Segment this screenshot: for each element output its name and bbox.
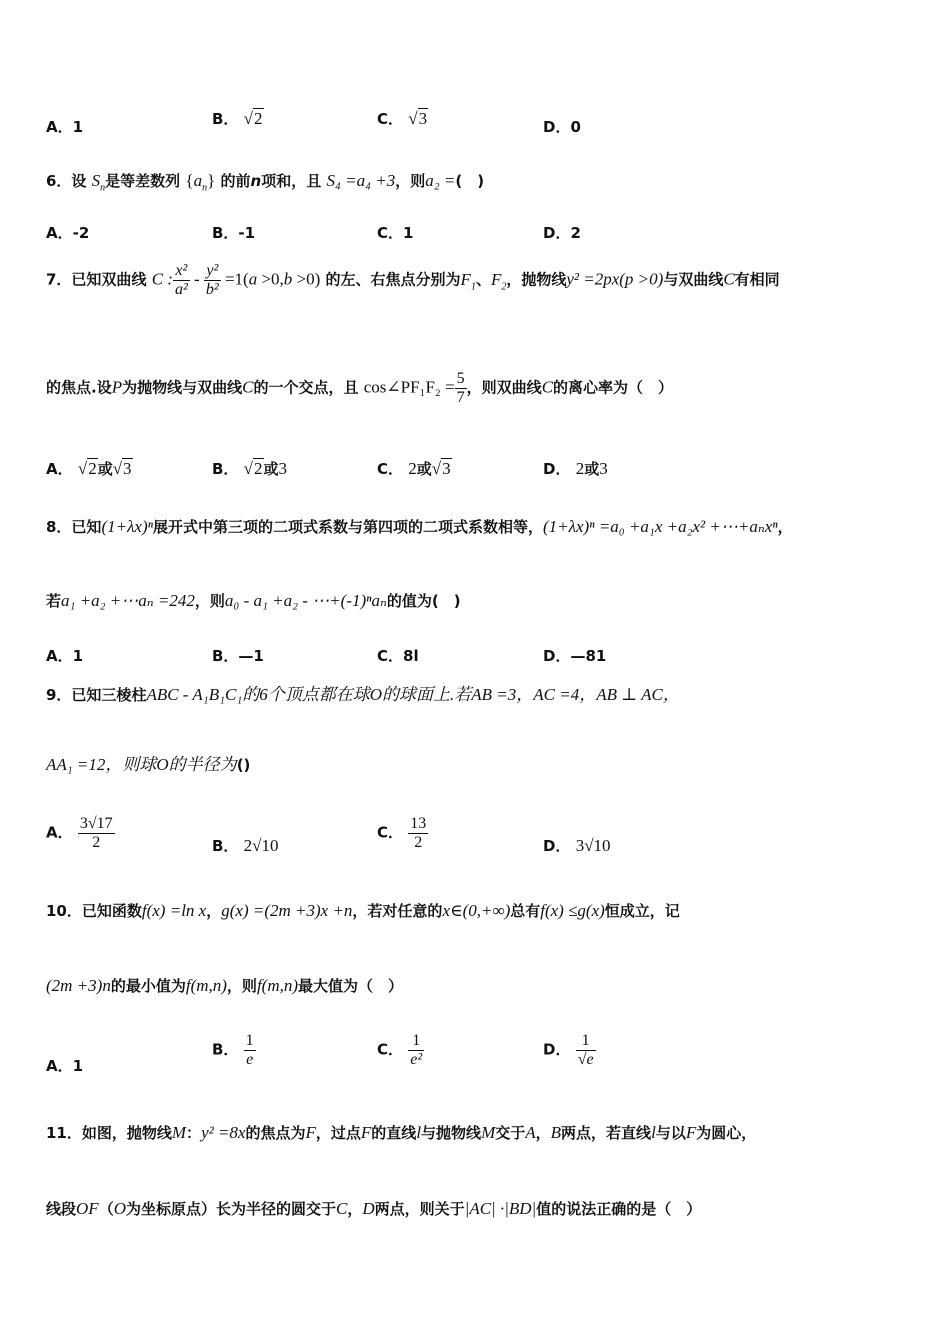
q6-text-2: 的前 (220, 172, 251, 190)
q7-text-5: 有相同 (734, 270, 780, 289)
q10-f: f(x) =ln x (141, 901, 207, 920)
q7-text-2: 、 (475, 270, 491, 289)
q6-sn-letter: S (91, 171, 101, 190)
q7-c: C (723, 269, 735, 289)
q9-option-b: B． 2√10 (212, 836, 279, 855)
q7-option-d: D． 2或3 (543, 459, 608, 478)
q9-paren: () (236, 756, 251, 774)
q6-a2: a₂ = (425, 171, 456, 190)
q6-number: 6．设 (46, 172, 87, 190)
q6-sn-sub: n (100, 182, 106, 194)
q7-option-b: B． √2或3 (212, 459, 288, 478)
q9-option-d: D． 3√10 (543, 836, 611, 855)
q7-parabola: y² =2px(p >0) (566, 269, 664, 289)
q8-stem-line-1 (46, 516, 793, 537)
q7-frac-x: $\frac{\text{x²}}{\text{a²}}$ (174, 262, 188, 298)
q6-n: n (250, 172, 262, 190)
q7-c-3: C (541, 377, 554, 397)
q6-condition: S₄ =a₄ +3 (326, 171, 396, 190)
q7-f1: $F_1$ (460, 269, 476, 292)
q5-option-b-value: √2 (243, 109, 263, 128)
q8-text-5: 的值为( ) (386, 592, 461, 610)
q8-text-2: ， (777, 518, 793, 536)
q8-option-d: D．—81 (543, 647, 607, 665)
q10-stem-line-1: 10．已知函数f(x) =ln x，g(x) =(2m +3)x +n，若对任意的x∈(0,+∞)总有f(x) ≤g(x)恒成立，记 (46, 901, 680, 920)
q7-text-10: 的离心率为（ ） (553, 378, 674, 397)
q7-option-c: C． 2或√3 (377, 459, 451, 478)
q7-text-3: ，抛物线 (506, 270, 567, 289)
q7-stem-line-2 (46, 370, 673, 406)
q7-curve-name: C : (151, 269, 173, 289)
q7-text-9: ，则双曲线 (466, 378, 542, 397)
q11-stem-line-1: 11．如图，抛物线M：y² =8x的焦点为F，过点F的直线l与抛物线M交于A，B两点，若直线l与以F为圆心， (46, 1123, 757, 1142)
q10-fmn-2: f(m,n) (256, 976, 299, 995)
q9-body-2: AA₁ =12，则球O的半径为 (46, 755, 237, 774)
q9-number: 9．已知三棱柱 (46, 686, 147, 704)
q10-stem-line-2 (46, 975, 403, 996)
q10-fmn: f(m,n) (185, 976, 227, 995)
q7-stem-line-1: 7．已知双曲线 C : $\frac{\text{x²}}{\text{a²}}$ - $\frac{\text{y²}}{\text{b²}}$ =1(a >0,b >0) 的左、右焦点分别为$F_1$、$F_2$，抛物线y² =2px(p >0)与双曲线C有相同 (46, 262, 780, 298)
q8-stem-line-2 (46, 590, 461, 611)
q8-option-c: C．8l (377, 647, 419, 665)
q6-text-1: 是等差数列 (105, 172, 181, 190)
q6-an: $\{a_n\}$ (185, 171, 216, 194)
q5-option-a: A．1 (46, 118, 84, 136)
q11-stem-line-2: 线段OF（O为坐标原点）长为半径的圆交于C，D两点，则关于|AC| ·|BD|值的说法正确的是（ ） (46, 1199, 702, 1218)
q6-stem (46, 170, 484, 193)
q8-expansion: (1+λx)ⁿ =a₀ +a₁x +a₂x² +⋯+aₙxⁿ (543, 517, 778, 536)
q8-number: 8．已知 (46, 518, 102, 536)
q6-text-3: 项和，且 (261, 172, 322, 190)
q8-sum: a₁ +a₂ +⋯aₙ =242 (61, 591, 195, 610)
q6-option-b: B．-1 (212, 224, 256, 242)
q6-option-c: C．1 (377, 224, 414, 242)
q8-text-4: ，则 (194, 592, 225, 610)
q5-option-c-radicand: 3 (418, 109, 428, 128)
q6-an-letter: a (193, 171, 203, 190)
q5-option-c-label: C． (377, 110, 404, 128)
q8-alt-sum: a₀ - a₁ +a₂ - ⋯+(-1)ⁿaₙ (224, 591, 387, 610)
q5-option-c (377, 108, 428, 129)
q7-text-4: 与双曲线 (663, 270, 724, 289)
q9-body: ABC - A₁B₁C₁的6个顶点都在球O的球面上.若AB =3，AC =4，AB ⊥ AC， (146, 685, 680, 704)
q7-p: P (111, 377, 123, 397)
q7-option-a: A． √2或√3 (46, 459, 132, 478)
q10-domain: x∈(0,+∞) (442, 901, 511, 920)
q7-cos-num: 5 (456, 370, 465, 387)
q8-option-b: B．—1 (212, 647, 264, 665)
q10-text-3: 总有 (510, 902, 541, 920)
q9-option-c: C． $\frac{13}{2}$ (377, 815, 427, 851)
q6-sn (91, 171, 106, 194)
q10-option-b: B． $\frac{1}{e}$ (212, 1032, 254, 1068)
q5-option-b (212, 108, 264, 129)
q7-cos-frac (455, 370, 467, 406)
q9-stem-line-1 (46, 680, 680, 705)
q11-expr: |AC| ·|BD| (464, 1199, 537, 1218)
q6-text-4: ，则 (395, 172, 426, 190)
q6-paren: ( ) (455, 172, 485, 190)
q10-g: g(x) =(2m +3)x +n (221, 901, 353, 920)
q10-expr: (2m +3)n (46, 976, 111, 995)
q10-option-d: D． $\frac{1}{√e}$ (543, 1032, 594, 1068)
q6-option-d: D．2 (543, 224, 581, 242)
q7-text-7: 为抛物线与双曲线 (122, 378, 243, 397)
q10-option-c: C． $\frac{1}{\text{e²}}$ (377, 1032, 423, 1068)
q5-option-d: D．0 (543, 118, 581, 136)
q7-c-2: C (242, 377, 254, 397)
q7-cos: cos∠PF₁F₂ = (363, 377, 455, 397)
q11-parabola-eq: y² =8x (201, 1123, 246, 1142)
q5-option-b-label: B． (212, 110, 239, 128)
q10-text-6: ，则 (226, 977, 257, 995)
q10-text-7: 最大值为（ ） (298, 977, 404, 995)
q9-stem-line-2 (46, 750, 250, 775)
q7-frac-y: $\frac{\text{y²}}{\text{b²}}$ (205, 262, 219, 298)
q5-option-c-value: √3 (408, 109, 428, 128)
q10-number: 10．已知函数 (46, 902, 142, 920)
q8-option-a: A．1 (46, 647, 84, 665)
q10-text-2: ，若对任意的 (352, 902, 443, 920)
q7-number: 7．已知双曲线 (46, 270, 147, 289)
q10-text-5: 的最小值为 (110, 977, 186, 995)
q7-f2: $F_2$ (490, 269, 507, 292)
q7-cos-den: 7 (456, 388, 465, 406)
q11-number: 11．如图，抛物线 (46, 1124, 172, 1142)
q8-text-3: 若 (46, 592, 62, 610)
q9-option-a: A． $\frac{3√17}{2}$ (46, 815, 113, 851)
q8-text-1: 展开式中第三项的二项式系数与第四项的二项式系数相等， (153, 518, 544, 536)
q7-text-1: 的左、右焦点分别为 (325, 270, 461, 289)
q10-option-a: A．1 (46, 1057, 84, 1075)
q10-text-4: 恒成立，记 (604, 902, 680, 920)
q6-option-a: A．-2 (46, 224, 90, 242)
q10-inequality: f(x) ≤g(x) (540, 901, 605, 920)
q7-text-8: 的一个交点，且 (253, 378, 359, 397)
q7-text-6: 的焦点.设 (46, 378, 112, 397)
q5-option-b-radicand: 2 (254, 109, 263, 128)
q8-expr-1: (1+λx)ⁿ (101, 517, 153, 536)
